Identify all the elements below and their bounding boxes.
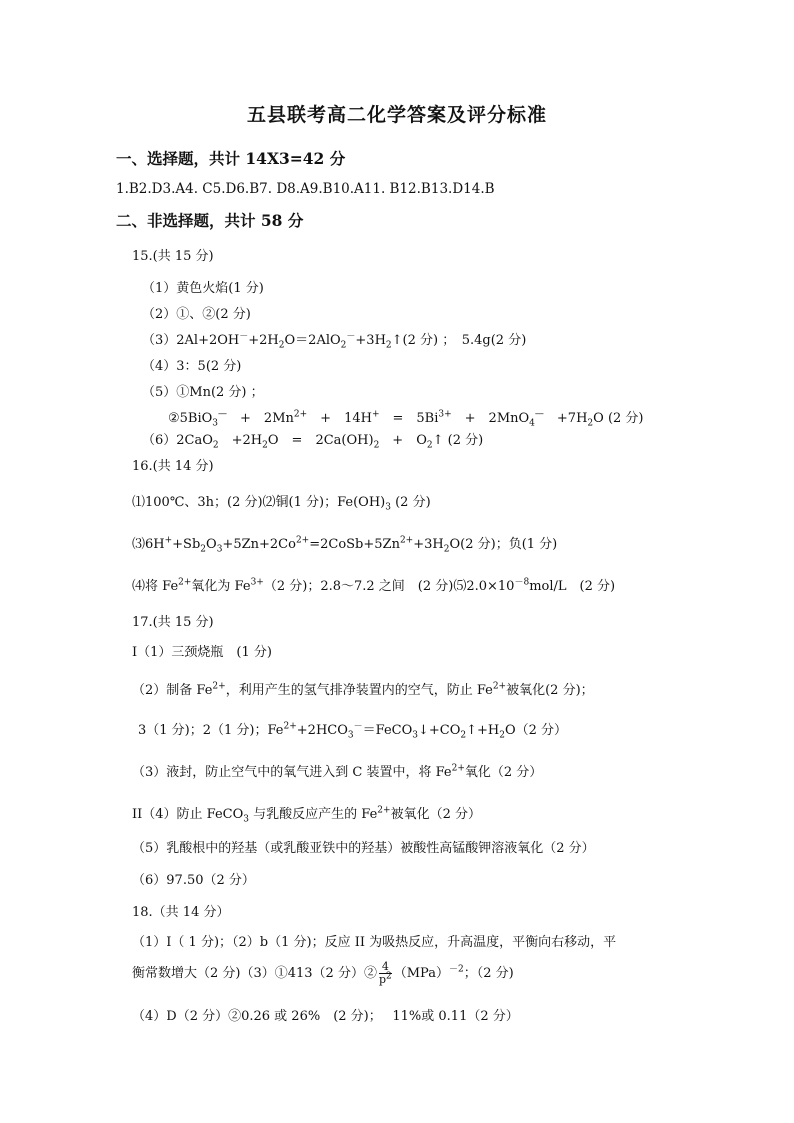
- q17-line1: I（1）三颈烧瓶 (1 分): [132, 645, 272, 660]
- q15-line5: （5）①Mn(2 分) ；: [142, 385, 264, 400]
- q16-line1: ⑴100℃、3h；(2 分)⑵铜(1 分)；$Fe(OH)_3$ (2 分): [132, 495, 431, 513]
- q15-line1: （1）黄色火焰(1 分): [142, 281, 264, 296]
- section1-answers: 1.B2.D3.A4. C5.D6.B7. D8.A9.B10.A11. B12.B13.D14.B: [116, 181, 495, 197]
- q17-line3: 3（1 分)；2（1 分)；$Fe^{2+}+2HCO_3^-=FeCO_3↓+CO_2↑+H_2O(2$ 分）: [138, 721, 568, 741]
- q15-line4: （4）3：5(2 分): [142, 359, 242, 374]
- q15-line2: （2）①、②(2 分): [142, 307, 251, 322]
- q18-line1: （1）I（ 1 分)；（2）b（1 分)；反应 II 为吸热反应，升高温度，平衡向右移动，平: [132, 935, 617, 950]
- q15-line7: （6）2CaO$_2$ $+2H_2O$ = $2Ca(OH)_2$ + $O_2↑$ (2 分): [142, 433, 484, 451]
- q18-line2: 衡常数增大（2 分)（3）①413（2 分）② $\frac{4}{p^2}$ （MPa）$^{-2}$；（2 分): [132, 960, 514, 986]
- q18-head: 18.（共 14 分）: [132, 905, 230, 920]
- q15-head: 15.(共 15 分): [132, 249, 214, 264]
- q17-line6: （5）乳酸根中的羟基（或乳酸亚铁中的羟基）被酸性高锰酸钾溶液氧化（2 分）: [132, 841, 595, 856]
- q16-head: 16.(共 14 分): [132, 459, 214, 474]
- q17-line7: （6）97.50（2 分）: [132, 873, 255, 888]
- q17-line2: （2）制备 $Fe^{2+}$，利用产生的氢气排净装置内的空气，防止 $Fe^{2+}$被氧化(2 分)；: [132, 681, 594, 698]
- section1-heading: 一、选择题，共计 14X3=42 分: [116, 149, 346, 168]
- q17-head: 17.(共 15 分): [132, 615, 214, 630]
- q15-line6: ②5BiO$_3$— + $2Mn^{2+}$ + 14H+ = $5Bi^{3+}$ + 2MnO$_4$— $+7H_2O$ (2 分): [168, 409, 644, 429]
- q16-line3: ⑷将 $Fe^{2+}$氧化为 $Fe^{3+}(2$ 分)；2.8～7.2 之间 (2 分)$⑸2.0\times 10^{-8}mol/L$ (2 分): [132, 577, 616, 594]
- section2-heading: 二、非选择题，共计 58 分: [116, 211, 304, 230]
- q15-line3: $(3)2Al+2OH^-+2H_2O=2AlO_2^-+3H_2↑(2$ 分) ； 5.4g(2 分): [142, 331, 527, 351]
- q18-line3: （4）D（2 分）②0.26 或 26% (2 分)； 11%或 0.11（2 分）: [132, 1009, 519, 1024]
- page-title: 五县联考高二化学答案及评分标准: [246, 104, 547, 126]
- q17-line4: （3）液封，防止空气中的氧气进入到 C 装置中，将 $Fe^{2+}$氧化（2 分）: [132, 763, 543, 780]
- q16-line2: $⑶6H^++Sb_2O_3+5Zn+2Co^{2+}=2CoSb+5Zn^{2+}+3H_2O(2$ 分)；负(1 分): [132, 535, 558, 555]
- q17-line5: II（4）防止 FeCO$_3$ 与乳酸反应产生的 $Fe^{2+}$被氧化（2 分）: [132, 805, 481, 825]
- fraction-4-over-p2: $\frac{4}{p^2}$: [378, 960, 392, 986]
